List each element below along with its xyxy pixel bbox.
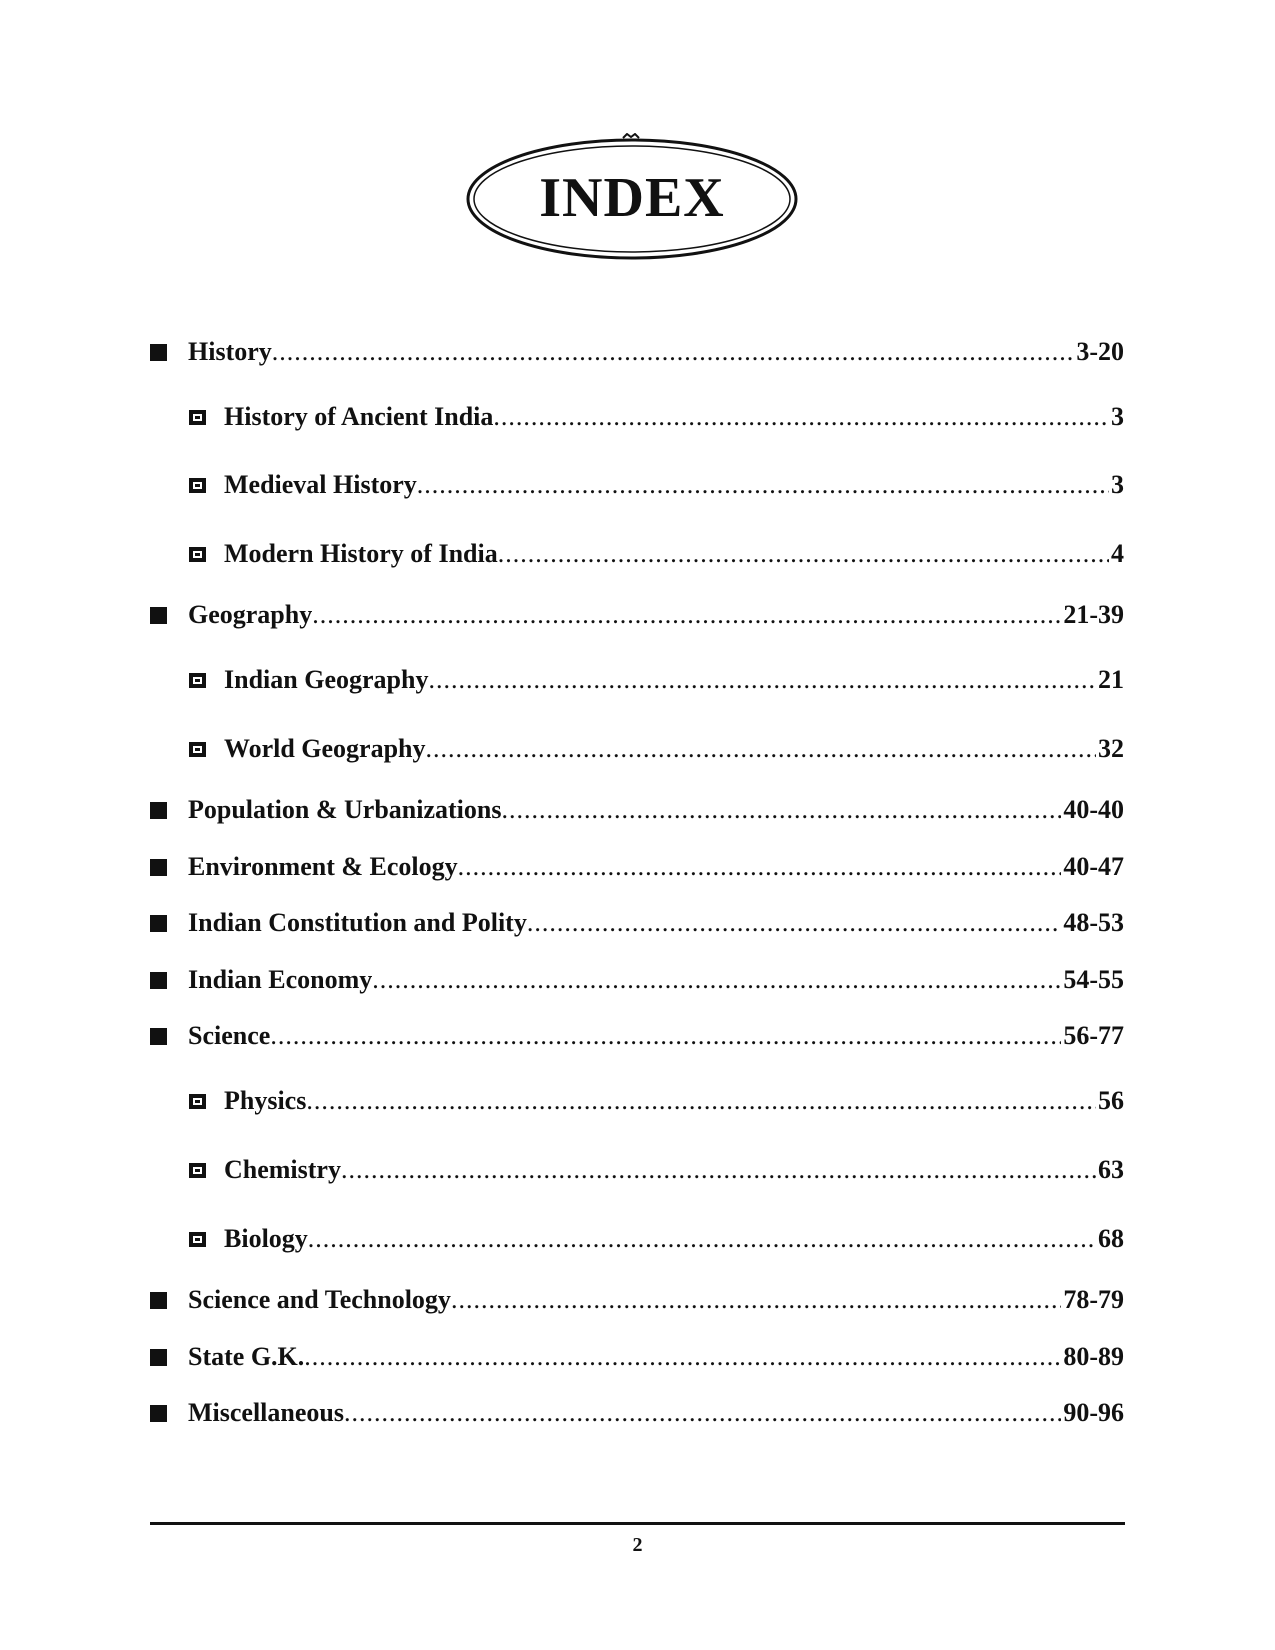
toc-entry-constitution[interactable]	[150, 906, 1124, 940]
entry-pages: 3	[1111, 470, 1124, 499]
entry-label: Chemistry	[224, 1155, 341, 1184]
entry-label: Population & Urbanizations	[188, 795, 502, 824]
dot-leader	[372, 963, 1061, 997]
toc-entry-biology[interactable]	[189, 1222, 1124, 1256]
dot-leader	[428, 663, 1096, 697]
toc-entry-world-geography[interactable]	[189, 732, 1124, 766]
entry-label: Indian Economy	[188, 965, 373, 994]
square-bullet-icon	[150, 915, 167, 932]
dot-leader	[344, 1396, 1061, 1430]
toc-entry-indian-geography[interactable]	[189, 663, 1124, 697]
entry-label: Geography	[188, 600, 313, 629]
square-bullet-icon	[150, 344, 167, 361]
toc-entry-history[interactable]	[150, 335, 1124, 369]
square-bullet-icon	[150, 972, 167, 989]
hollow-square-bullet-icon	[189, 1232, 206, 1247]
entry-pages: 56	[1098, 1086, 1124, 1115]
entry-pages: 54-55	[1063, 965, 1124, 994]
dot-leader	[306, 1084, 1096, 1118]
dot-leader	[312, 598, 1061, 632]
entry-pages: 21	[1098, 665, 1124, 694]
entry-pages: 40-47	[1063, 852, 1124, 881]
entry-label: Medieval History	[224, 470, 417, 499]
toc-entry-modern-history[interactable]	[189, 537, 1124, 571]
dot-leader	[502, 793, 1062, 827]
toc-entry-environment[interactable]	[150, 850, 1124, 884]
hollow-square-bullet-icon	[189, 1163, 206, 1178]
footer-rule	[150, 1522, 1125, 1525]
entry-pages: 48-53	[1063, 908, 1124, 937]
entry-pages: 4	[1111, 539, 1124, 568]
dot-leader	[426, 732, 1096, 766]
hollow-square-bullet-icon	[189, 742, 206, 757]
entry-pages: 63	[1098, 1155, 1124, 1184]
entry-label: Physics	[224, 1086, 307, 1115]
dot-leader	[451, 1283, 1061, 1317]
toc-entry-science[interactable]	[150, 1019, 1124, 1053]
dot-leader	[417, 468, 1109, 502]
square-bullet-icon	[150, 607, 167, 624]
square-bullet-icon	[150, 1349, 167, 1366]
entry-pages: 21-39	[1063, 600, 1124, 629]
dot-leader	[498, 537, 1109, 571]
dot-leader	[458, 850, 1062, 884]
dot-leader	[304, 1340, 1061, 1374]
toc-entry-ancient-india[interactable]	[189, 400, 1124, 434]
toc-entry-miscellaneous[interactable]	[150, 1396, 1124, 1430]
entry-pages: 3	[1111, 402, 1124, 431]
entry-label: Biology	[224, 1224, 308, 1253]
entry-pages: 90-96	[1063, 1398, 1124, 1427]
entry-label: Environment & Ecology	[188, 852, 458, 881]
entry-label: Indian Constitution and Polity	[188, 908, 527, 937]
hollow-square-bullet-icon	[189, 478, 206, 493]
entry-pages: 56-77	[1063, 1021, 1124, 1050]
square-bullet-icon	[150, 802, 167, 819]
square-bullet-icon	[150, 1292, 167, 1309]
toc-entry-chemistry[interactable]	[189, 1153, 1124, 1187]
entry-pages: 68	[1098, 1224, 1124, 1253]
dot-leader	[527, 906, 1062, 940]
entry-pages: 40-40	[1063, 795, 1124, 824]
entry-label: Science and Technology	[188, 1285, 451, 1314]
hollow-square-bullet-icon	[189, 1094, 206, 1109]
square-bullet-icon	[150, 859, 167, 876]
hollow-square-bullet-icon	[189, 673, 206, 688]
entry-pages: 80-89	[1063, 1342, 1124, 1371]
toc-entry-state-gk[interactable]	[150, 1340, 1124, 1374]
entry-pages: 3-20	[1076, 337, 1124, 366]
toc-entry-physics[interactable]	[189, 1084, 1124, 1118]
toc-entry-geography[interactable]	[150, 598, 1124, 632]
dot-leader	[493, 400, 1109, 434]
entry-pages: 32	[1098, 734, 1124, 763]
entry-label: World Geography	[224, 734, 426, 763]
dot-leader	[270, 1019, 1061, 1053]
entry-label: Miscellaneous	[188, 1398, 344, 1427]
entry-label: Indian Geography	[224, 665, 429, 694]
square-bullet-icon	[150, 1405, 167, 1422]
dot-leader	[308, 1222, 1096, 1256]
toc-entry-economy[interactable]	[150, 963, 1124, 997]
entry-label: History	[188, 337, 272, 366]
page-number: 2	[632, 1534, 643, 1556]
toc-entry-medieval-history[interactable]	[189, 468, 1124, 502]
toc-entry-population[interactable]	[150, 793, 1124, 827]
square-bullet-icon	[150, 1028, 167, 1045]
entry-label: State G.K.	[188, 1342, 305, 1371]
hollow-square-bullet-icon	[189, 547, 206, 562]
page-title: INDEX	[539, 167, 725, 229]
dot-leader	[341, 1153, 1096, 1187]
entry-label: History of Ancient India	[224, 402, 494, 431]
entry-pages: 78-79	[1063, 1285, 1124, 1314]
dot-leader	[272, 335, 1075, 369]
hollow-square-bullet-icon	[189, 410, 206, 425]
toc-entry-science-technology[interactable]	[150, 1283, 1124, 1317]
entry-label: Modern History of India	[224, 539, 498, 568]
entry-label: Science	[188, 1021, 271, 1050]
